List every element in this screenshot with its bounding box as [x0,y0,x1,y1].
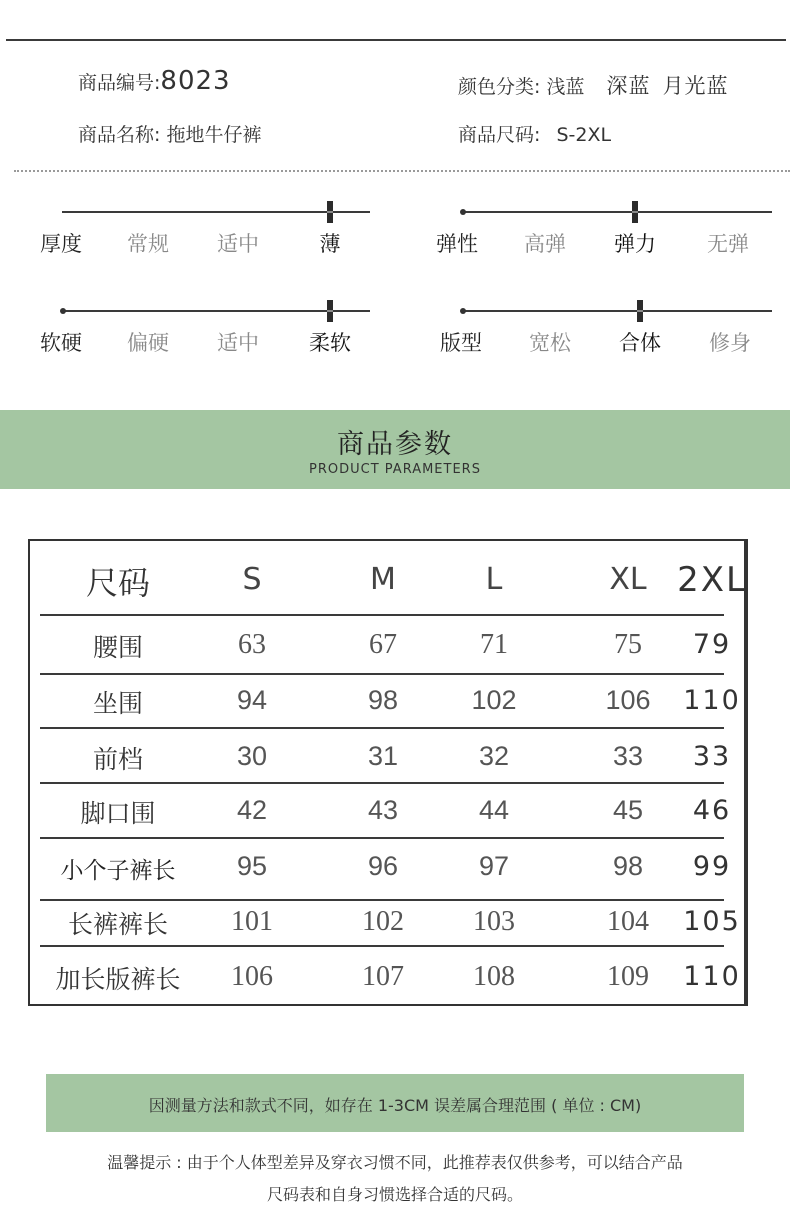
banner-title: 商品参数 [337,429,453,460]
scale-track [62,310,370,312]
measurement-note-text: 因测量方法和款式不同，如存在 1-3CM 误差属合理范围 ( 单位 : CM) [148,1096,642,1115]
table-cell-value: 105 [683,906,741,937]
scale-option: 偏硬 [127,331,169,355]
table-cell-value: 33 [692,741,732,772]
table-cell-value: 30 [236,741,268,771]
table-size-header: 2XL [677,560,747,600]
table-cell-value: 75 [614,629,642,660]
table-cell-value: 71 [480,629,508,660]
product-code-value: 8023 [160,66,231,96]
scale-marker [327,201,333,223]
color-option: 浅蓝 [546,76,585,98]
product-code-label: 商品编号: [78,72,161,94]
scale-option: 高弹 [524,232,566,256]
table-cell-value: 42 [236,795,268,825]
tip-line-1: 温馨提示 : 由于个人体型差异及穿衣习惯不同，此推荐表仅供参考，可以结合产品 [107,1153,683,1172]
scale-track [62,211,370,213]
dotted-divider [14,170,790,172]
table-row-divider [40,837,724,839]
table-cell-value: 101 [231,906,273,937]
table-cell-value: 96 [367,851,399,881]
scale-track [462,310,772,312]
table-cell-value: 106 [231,961,273,992]
table-cell-value: 97 [478,851,510,881]
table-cell-value: 110 [683,685,741,716]
table-row-label: 前档 [92,745,144,774]
size-range-label: 商品尺码: [458,124,541,146]
table-cell-value: 108 [473,961,515,992]
parameters-banner [0,410,790,489]
measurement-note [46,1074,744,1132]
color-option: 深蓝 [606,74,651,98]
table-size-header: M [370,562,396,597]
table-cell-value: 98 [612,851,644,881]
table-row-label: 腰围 [92,633,144,662]
tip-line-2: 尺码表和自身习惯选择合适的尺码。 [266,1185,523,1204]
product-code [78,66,231,96]
scale-option: 弹力 [614,232,656,256]
scale-option: 常规 [127,232,169,256]
table-cell-value: 46 [692,795,732,826]
table-row-label: 脚口围 [80,799,156,828]
table-cell-value: 45 [612,795,644,825]
size-range-value: S-2XL [556,124,612,146]
product-name [78,120,261,147]
table-cell-value: 102 [471,685,517,715]
table-header-label: 尺码 [85,564,151,602]
scale-option: 适中 [217,232,259,256]
scale-marker [632,201,638,223]
banner-subtitle: PRODUCT PARAMETERS [309,462,481,477]
table-cell-value: 31 [367,741,399,771]
scale-option: 宽松 [529,331,571,355]
table-row-divider [40,945,724,947]
table-cell-value: 63 [238,629,266,660]
table-cell-value: 99 [692,851,732,882]
scale-option: 薄 [319,232,341,256]
table-row-divider [40,673,724,675]
table-row-label: 长裤裤长 [67,910,169,939]
scale-option: 适中 [217,331,259,355]
table-cell-value: 109 [607,961,649,992]
scale-name: 弹性 [436,232,478,256]
scale-option: 无弹 [707,232,749,256]
table-cell-value: 98 [367,685,399,715]
top-divider [6,39,786,41]
scale-name: 版型 [440,331,482,355]
table-row-label: 小个子裤长 [60,858,176,884]
table-cell-value: 95 [236,851,268,881]
product-colors [458,70,729,100]
table-cell-value: 103 [473,906,515,937]
color-option: 月光蓝 [662,74,729,98]
table-cell-value: 79 [692,629,732,660]
table-size-header: L [485,562,503,597]
scale-start-dot [60,308,66,314]
table-row-divider [40,727,724,729]
table-cell-value: 67 [369,629,397,660]
scale-marker [637,300,643,322]
table-cell-value: 102 [362,906,404,937]
table-cell-value: 44 [478,795,510,825]
product-name-label: 商品名称: [78,124,161,146]
product-name-value: 拖地牛仔裤 [166,124,262,146]
table-size-header: XL [609,562,647,597]
scale-option: 合体 [619,331,661,355]
table-cell-value: 110 [683,961,741,992]
table-cell-value: 104 [607,906,649,937]
scale-name: 厚度 [40,232,82,256]
scale-option: 柔软 [309,331,351,355]
scale-option: 修身 [709,331,751,355]
table-cell-value: 43 [367,795,399,825]
table-size-header: S [242,562,262,597]
scale-marker [327,300,333,322]
scale-name: 软硬 [40,331,82,355]
table-row-divider [40,614,724,616]
scale-start-dot [460,308,466,314]
product-sizes [458,120,611,147]
color-label: 颜色分类: [458,76,541,98]
scale-start-dot [460,209,466,215]
table-cell-value: 107 [362,961,404,992]
table-cell-value: 32 [478,741,510,771]
table-cell-value: 94 [236,685,268,715]
table-row-divider [40,899,724,901]
table-cell-value: 33 [612,741,644,771]
table-row-label: 坐围 [92,689,144,718]
table-cell-value: 106 [605,685,651,715]
table-row-divider [40,782,724,784]
scale-track [462,211,772,213]
table-row-label: 加长版裤长 [55,965,181,994]
